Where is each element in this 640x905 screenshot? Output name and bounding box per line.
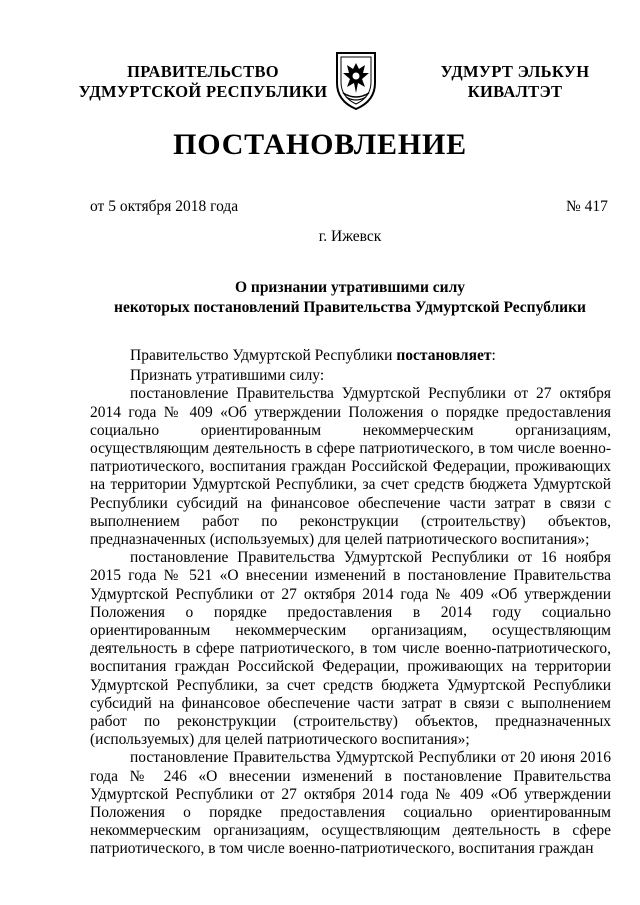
document-date: от 5 октября 2018 года — [90, 198, 239, 215]
intro-paragraph — [90, 347, 611, 365]
header-left-line2: УДМУРТСКОЙ РЕСПУБЛИКИ — [78, 82, 328, 101]
header-right — [430, 62, 600, 102]
paragraph-4: постановление Правительства Удмуртской Республики от 20 июня 2016 года № 246 «О внесении изменений в постановление Правительства Удмуртской Республики от 27 октября 2014 года № 409 «Об утверждении Положения о порядке предоставления социально ориентированным некоммерческим организациям, осуществляющим деятельность в сфере патриотического, в том числе военно-патриотического, воспитания граждан — [90, 749, 611, 858]
document-body — [90, 347, 611, 859]
subject-line1: О признании утратившими силу — [234, 279, 466, 296]
document-subject — [0, 278, 640, 318]
header-left-line1: ПРАВИТЕЛЬСТВО — [127, 62, 279, 81]
paragraph-2: постановление Правительства Удмуртской Республики от 27 октября 2014 года № 409 «Об утверждении Положения о порядке предоставления социально ориентированным некоммерческим организациям, осуществляющим деятельность в сфере патриотического, в том числе военно-патриотического, воспитания граждан Российской Федерации, проживающих на территории Удмуртской Республики, за счет средств бюджета Удмуртской Республики субсидий на финансовое обеспечение части затрат в связи с выполнением работ по реконструкции (строительству) объектов, предназначенных (используемых) для целей патриотического воспитания»; — [90, 385, 611, 549]
paragraph-3: постановление Правительства Удмуртской Республики от 16 ноября 2015 года № 521 «О внесении изменений в постановление Правительства Удмуртской Республики от 27 октября 2014 года № 409 «Об утверждении Положения о порядке предоставления в 2014 году социально ориентированным некоммерческим организациям, осуществляющим деятельность в сфере патриотического, в том числе военно-патриотического, воспитания граждан Российской Федерации, проживающих на территории Удмуртской Республики, за счет средств бюджета Удмуртской Республики субсидий на финансовое обеспечение части затрат в связи с выполнением работ по реконструкции (строительству) объектов, предназначенных (используемых) для целей патриотического воспитания»; — [90, 549, 611, 749]
intro-suffix: : — [491, 347, 496, 364]
intro-bold: постановляет — [396, 347, 492, 364]
subject-line2: некоторых постановлений Правительства Удмуртской Республики — [114, 299, 586, 316]
udmurt-coat-of-arms-icon — [331, 49, 381, 111]
document-number: № 417 — [566, 198, 608, 215]
header-right-line1: УДМУРТ ЭЛЬКУН — [440, 62, 590, 81]
intro-prefix: Правительство Удмуртской Республики — [130, 347, 397, 364]
paragraph-1: Признать утратившими силу: — [130, 367, 325, 385]
header-left — [78, 62, 328, 102]
header-right-line2: КИВАЛТЭТ — [467, 82, 563, 101]
document-title: ПОСТАНОВЛЕНИЕ — [173, 128, 467, 161]
document-city: г. Ижевск — [318, 228, 382, 245]
